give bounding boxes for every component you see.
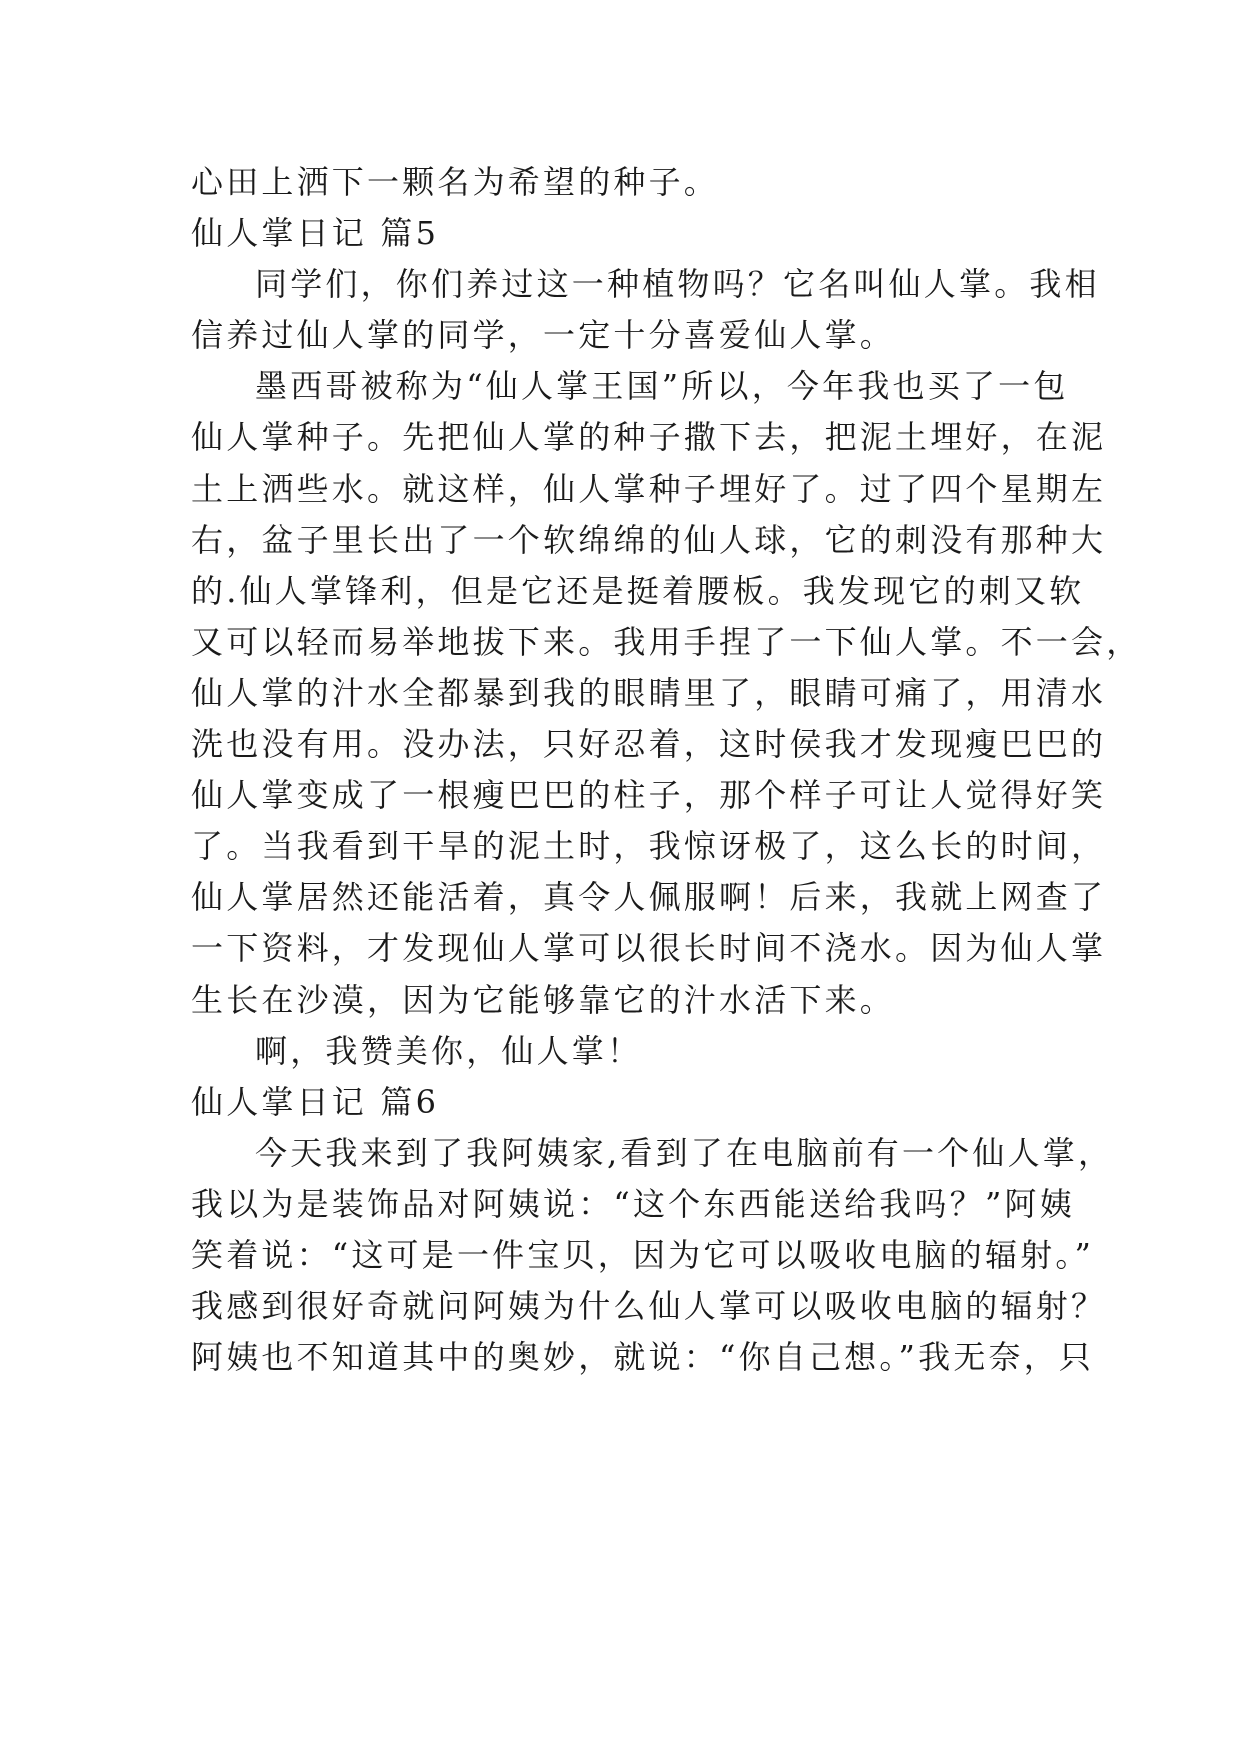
section-heading: 仙人掌日记 篇6 xyxy=(191,1082,440,1121)
text-line: 又可以轻而易举地拔下来。我用手捏了一下仙人掌。不一会， xyxy=(191,622,1142,661)
text-line: 仙人掌变成了一根瘦巴巴的柱子，那个样子可让人觉得好笑 xyxy=(191,776,1107,815)
text-line: 我感到很好奇就问阿姨为什么仙人掌可以吸收电脑的辐射？ xyxy=(191,1287,1107,1326)
text-line: 生长在沙漠，因为它能够靠它的汁水活下来。 xyxy=(191,980,896,1019)
text-line: 了。当我看到干旱的泥土时，我惊讶极了，这么长的时间， xyxy=(191,827,1107,866)
text-line: 墨西哥被称为“仙人掌王国”所以，今年我也买了一包 xyxy=(255,367,1069,406)
section-heading: 仙人掌日记 篇5 xyxy=(191,214,440,253)
text-line: 同学们，你们养过这一种植物吗？它名叫仙人掌。我相 xyxy=(255,265,1100,304)
document-body xyxy=(191,157,1142,1383)
text-line: 啊，我赞美你，仙人掌！ xyxy=(255,1031,643,1070)
text-line: 洗也没有用。没办法，只好忍着，这时侯我才发现瘦巴巴的 xyxy=(191,725,1107,764)
text-line: 笑着说：“这可是一件宝贝，因为它可以吸收电脑的辐射。” xyxy=(191,1235,1095,1274)
text-line: 的.仙人掌锋利，但是它还是挺着腰板。我发现它的刺又软 xyxy=(191,571,1085,610)
text-line: 一下资料，才发现仙人掌可以很长时间不浇水。因为仙人掌 xyxy=(191,929,1107,968)
text-line: 仙人掌种子。先把仙人掌的种子撒下去，把泥土埋好，在泥 xyxy=(191,418,1107,457)
text-line: 仙人掌的汁水全都暴到我的眼睛里了，眼睛可痛了，用清水 xyxy=(191,673,1107,712)
text-line: 信养过仙人掌的同学，一定十分喜爱仙人掌。 xyxy=(191,316,896,355)
text-line: 阿姨也不知道其中的奥妙，就说：“你自己想。”我无奈，只 xyxy=(191,1338,1095,1377)
text-line: 今天我来到了我阿姨家,看到了在电脑前有一个仙人掌， xyxy=(255,1133,1114,1172)
text-line: 土上洒些水。就这样，仙人掌种子埋好了。过了四个星期左 xyxy=(191,469,1107,508)
text-line: 我以为是装饰品对阿姨说：“这个东西能送给我吗？”阿姨 xyxy=(191,1184,1075,1223)
text-line: 心田上洒下一颗名为希望的种子。 xyxy=(191,163,720,201)
text-line: 仙人掌居然还能活着，真令人佩服啊！后来，我就上网查了 xyxy=(191,878,1107,917)
text-line: 右，盆子里长出了一个软绵绵的仙人球，它的刺没有那种大 xyxy=(191,520,1107,559)
